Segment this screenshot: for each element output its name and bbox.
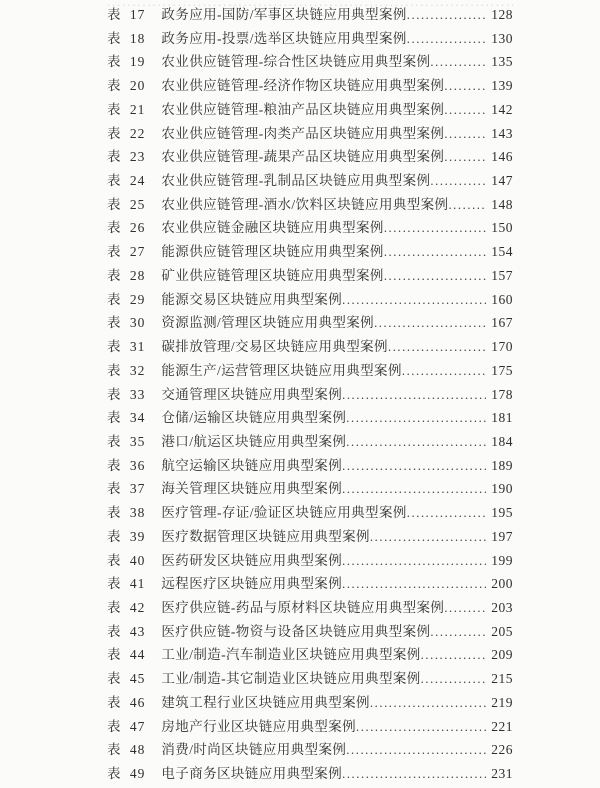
table-number: 34 [129,410,146,426]
table-title: 医疗数据管理区块链应用典型案例 [161,528,370,544]
table-number: 39 [129,528,146,544]
table-title: 能源生产/运营管理区块链应用典型案例 [161,362,402,378]
page-number: 231 [491,766,513,781]
dot-leader-icon [370,691,486,715]
table-label: 表 [107,78,121,94]
page-number: 209 [491,647,513,663]
table-title: 农业供应链管理-乳制品区块链应用典型案例 [161,173,431,189]
table-title: 航空运输区块链应用典型案例 [161,457,343,473]
dot-leader-icon [370,525,486,549]
table-number: 30 [129,315,146,331]
table-label: 表 [107,339,121,355]
table-label: 表 [107,481,121,497]
table-title: 远程医疗区块链应用典型案例 [161,576,343,592]
table-number: 40 [129,552,146,568]
page-number: 199 [491,552,513,568]
toc-entry[interactable] [107,359,513,383]
table-number: 18 [129,30,146,46]
table-label: 表 [107,742,121,758]
table-label: 表 [107,410,121,426]
table-number: 36 [129,457,146,473]
dot-leader-icon [342,383,486,407]
page-number: 178 [491,386,513,402]
table-label: 表 [107,220,121,236]
toc-entry[interactable] [107,288,513,312]
toc-entry[interactable] [107,738,513,762]
dot-leader-icon [430,169,486,193]
page-number: 205 [491,623,513,639]
toc-entry[interactable] [107,454,513,478]
table-number: 29 [129,291,146,307]
table-title: 工业/制造-汽车制造业区块链应用典型案例 [161,647,421,663]
toc-entry[interactable] [107,525,513,549]
partial-row-bottom [107,780,513,788]
page-number: 215 [491,671,513,687]
page-number: 139 [491,78,513,94]
table-title: 农业供应链管理-肉类产品区块链应用典型案例 [161,125,445,141]
page-number: 184 [491,433,513,449]
table-title: 仓储/运输区块链应用典型案例 [161,410,347,426]
page-number: 160 [491,291,513,307]
table-number: 48 [129,742,146,758]
toc-entry[interactable] [107,667,513,691]
page-number: 147 [491,173,513,189]
table-title: 医疗管理-存证/验证区块链应用典型案例 [161,505,407,521]
table-title: 农业供应链管理-综合性区块链应用典型案例 [161,54,431,70]
dot-leader-icon [407,27,486,51]
dot-leader-icon [444,74,486,98]
toc-entry[interactable] [107,27,513,51]
table-label: 表 [107,315,121,331]
table-title: 能源供应链管理区块链应用典型案例 [161,244,384,260]
table-label: 表 [107,291,121,307]
page-number: 170 [491,339,513,355]
dot-leader-icon [342,477,486,501]
table-title: 农业供应链管理-粮油产品区块链应用典型案例 [161,101,445,117]
page-number: 167 [491,315,513,331]
dot-leader-icon [444,122,486,146]
page-number: 226 [491,742,513,758]
table-label: 表 [107,647,121,663]
table-title: 医药研发区块链应用典型案例 [161,552,343,568]
toc-entry[interactable] [107,620,513,644]
table-label: 表 [107,718,121,734]
page-number: 219 [491,694,513,710]
table-title: 碳排放管理/交易区块链应用典型案例 [161,339,388,355]
table-number: 38 [129,505,146,521]
table-number: 31 [129,339,146,355]
dot-leader-icon [421,667,486,691]
table-label: 表 [107,576,121,592]
table-number: 46 [129,694,146,710]
table-title: 政务应用-投票/选举区块链应用典型案例 [161,30,407,46]
table-number: 27 [129,244,146,260]
table-title: 农业供应链管理-蔬果产品区块链应用典型案例 [161,149,445,165]
toc-entry[interactable] [107,74,513,98]
dot-leader-icon [388,335,486,359]
table-number: 47 [129,718,146,734]
table-number: 42 [129,599,146,615]
toc-entry[interactable] [107,501,513,525]
table-title: 农业供应链管理-经济作物区块链应用典型案例 [161,78,445,94]
dot-leader-icon [346,738,486,762]
table-number: 26 [129,220,146,236]
dot-leader-icon [430,50,486,74]
table-label: 表 [107,30,121,46]
page-number: 190 [491,481,513,497]
dot-leader-icon [421,643,486,667]
dot-leader-icon [384,264,486,288]
dot-leader-icon [374,311,486,335]
page-number: 195 [491,505,513,521]
dot-leader-icon [384,216,486,240]
table-label: 表 [107,244,121,260]
table-label: 表 [107,694,121,710]
table-number: 37 [129,481,146,497]
table-title: 海关管理区块链应用典型案例 [161,481,343,497]
table-number: 23 [129,149,146,165]
page-number: 130 [491,30,513,46]
table-label: 表 [107,362,121,378]
table-label: 表 [107,196,121,212]
toc-entry[interactable] [107,193,513,217]
page-number: 221 [491,718,513,734]
page-number: 197 [491,528,513,544]
toc-entry[interactable] [107,50,513,74]
page-number: 148 [491,196,513,212]
table-title: 建筑工程行业区块链应用典型案例 [161,694,370,710]
page-number: 175 [491,362,513,378]
table-number: 25 [129,196,146,212]
dot-leader-icon [407,501,486,525]
dot-leader-icon [430,620,486,644]
page-number: 181 [491,410,513,426]
toc-entry[interactable] [107,240,513,264]
table-label: 表 [107,599,121,615]
table-number: 17 [129,7,146,22]
dot-leader-icon [346,430,486,454]
dot-leader-icon [342,454,486,478]
page-number: 200 [491,576,513,592]
table-label: 表 [107,552,121,568]
toc-entry[interactable] [107,430,513,454]
table-number: 19 [129,54,146,70]
table-number: 20 [129,78,146,94]
table-label: 表 [107,528,121,544]
dot-leader-icon [407,3,486,27]
table-label: 表 [107,623,121,639]
toc-entry[interactable] [107,572,513,596]
dot-leader-icon [342,572,486,596]
page-number: 143 [491,125,513,141]
page-number: 146 [491,149,513,165]
toc-entry[interactable] [107,311,513,335]
page-number: 135 [491,54,513,70]
table-title: 电子商务区块链应用典型案例 [161,766,343,781]
toc-entry[interactable] [107,145,513,169]
toc-entry[interactable] [107,335,513,359]
dot-leader-icon [356,715,486,739]
toc-entry[interactable] [107,98,513,122]
table-number: 32 [129,362,146,378]
table-number: 28 [129,267,146,283]
table-label: 表 [107,101,121,117]
table-title: 农业供应链管理-酒水/饮料区块链应用典型案例 [161,196,449,212]
page-number: 157 [491,267,513,283]
dot-leader-icon [342,549,486,573]
table-title: 交通管理区块链应用典型案例 [161,386,343,402]
toc-entry[interactable] [107,477,513,501]
dot-leader-icon [346,406,486,430]
toc-entry[interactable] [107,715,513,739]
table-title: 医疗供应链-物资与设备区块链应用典型案例 [161,623,431,639]
table-title: 矿业供应链管理区块链应用典型案例 [161,267,384,283]
table-label: 表 [107,457,121,473]
toc-entry[interactable] [107,406,513,430]
table-label: 表 [107,149,121,165]
table-title: 消费/时尚区块链应用典型案例 [161,742,347,758]
table-label: 表 [107,671,121,687]
table-title: 农业供应链金融区块链应用典型案例 [161,220,384,236]
toc-entry[interactable] [107,549,513,573]
dot-leader-icon [444,145,486,169]
table-title: 工业/制造-其它制造业区块链应用典型案例 [161,671,421,687]
table-label: 表 [107,7,121,22]
page-number: 154 [491,244,513,260]
table-number: 49 [129,766,146,781]
table-title: 资源监测/管理区块链应用典型案例 [161,315,375,331]
toc-entry[interactable] [107,596,513,620]
table-title: 政务应用-国防/军事区块链应用典型案例 [161,7,407,22]
dot-leader-icon [384,240,486,264]
table-title: 港口/航运区块链应用典型案例 [161,433,347,449]
table-label: 表 [107,125,121,141]
dot-leader-icon [342,288,486,312]
table-number: 22 [129,125,146,141]
table-title: 能源交易区块链应用典型案例 [161,291,343,307]
page-number: 128 [491,7,513,22]
table-title: 房地产行业区块链应用典型案例 [161,718,357,734]
page-number: 150 [491,220,513,236]
toc-entry[interactable] [107,643,513,667]
dot-leader-icon [448,193,486,217]
toc-entry[interactable] [107,691,513,715]
dot-leader-icon [402,359,486,383]
dot-leader-icon [444,98,486,122]
dot-leader-icon [444,596,486,620]
table-number: 44 [129,647,146,663]
table-number: 24 [129,173,146,189]
table-number: 45 [129,671,146,687]
table-number: 35 [129,433,146,449]
toc-entry[interactable] [107,216,513,240]
page-number: 189 [491,457,513,473]
toc-entry[interactable] [107,3,513,27]
table-number: 41 [129,576,146,592]
table-number: 43 [129,623,146,639]
table-label: 表 [107,505,121,521]
table-label: 表 [107,173,121,189]
table-title: 医疗供应链-药品与原材料区块链应用典型案例 [161,599,445,615]
toc-entry[interactable] [107,383,513,407]
page-number: 203 [491,599,513,615]
table-label: 表 [107,54,121,70]
table-label: 表 [107,267,121,283]
table-label: 表 [107,433,121,449]
toc-entry[interactable] [107,122,513,146]
page-number: 142 [491,101,513,117]
table-label: 表 [107,386,121,402]
table-label: 表 [107,766,121,781]
toc-list [107,3,513,786]
table-number: 21 [129,101,146,117]
toc-entry[interactable] [107,169,513,193]
toc-entry[interactable] [107,264,513,288]
table-number: 33 [129,386,146,402]
